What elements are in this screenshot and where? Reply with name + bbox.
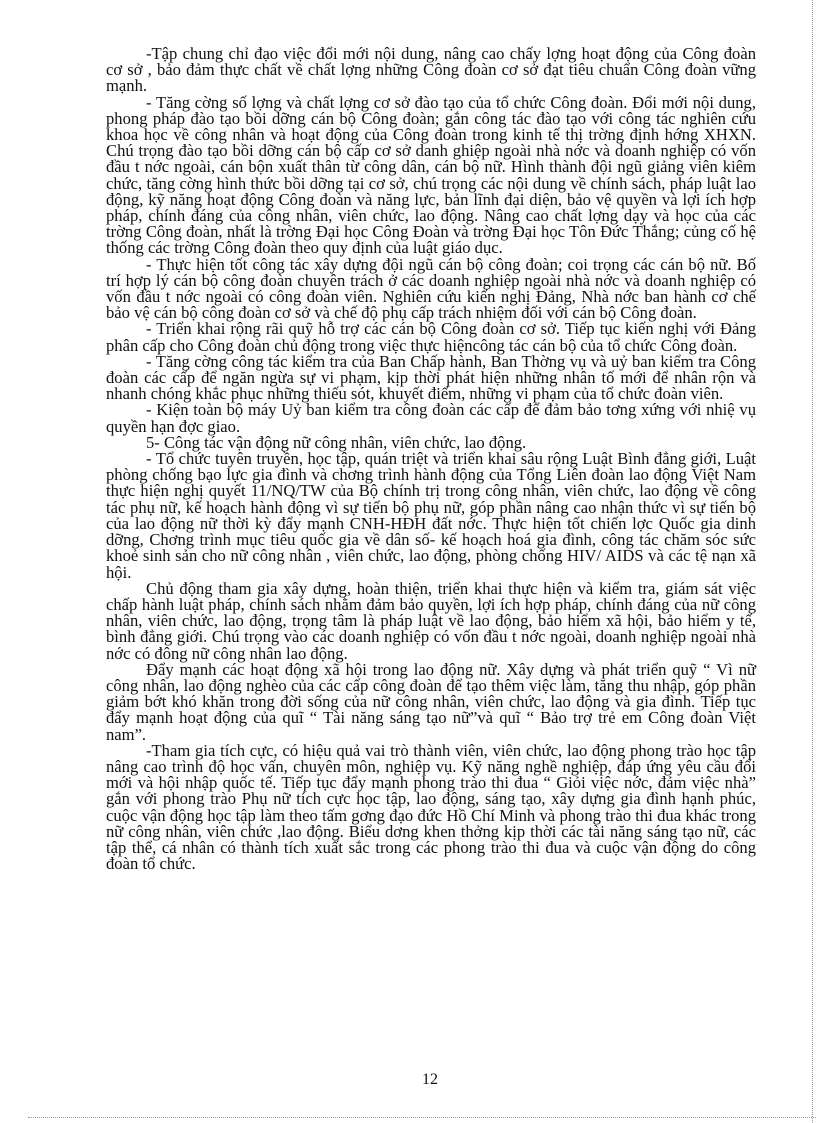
paragraph: - Thực hiện tốt công tác xây dựng đội ngũ cán bộ công đoàn; coi trọng các cán bộ nữ. Bố trí hợp lý cán bộ công đoàn chuyên trách ở các doanh nghiệp ngoài nhà nớc và doanh nghiệp có vốn đầu t nớc ngoài có công đoàn viên. Nghiên cứu kiến nghị Đảng, Nhà nớc ban hành cơ chế bảo vệ cán bộ công đoàn cơ sở và chế độ phụ cấp trách nhiệm đối với cán bộ Công đoàn. xyxy=(106,254,756,323)
document-page xyxy=(106,46,756,872)
paragraph: -Tập chung chỉ đạo việc đổi mới nội dung, nâng cao chấy lợng hoạt động của Công đoàn cơ sở , bảo đảm thực chất về chất lợng những Công đoàn cơ sở đạt tiêu chuẩn Công đoàn vững mạnh. xyxy=(106,44,756,96)
page-number: 12 xyxy=(422,1071,438,1088)
paragraph: - Tăng cờng số lợng và chất lợng cơ sở đào tạo của tổ chức Công đoàn. Đổi mới nội dung, phong pháp đào tạo bồi dỡng cán bộ Công đoàn; gắn công tác đào tạo với công tác nghiên cứu khoa học về công nhân và hoạt động của Công đoàn trong kinh tế thị trờng định hớng XHXN. Chú trọng đào tạo bồi dỡng cán bộ cấp cơ sở danh ghiệp ngoài nhà nớc và doanh nghiệp có vốn đầu t nớc ngoài, cán bộn xuất thân từ công dân, cán bộ nữ. Hình thành đội ngũ giảng viên kiêm chức, tăng cờng hình thức bồi dỡng tại cơ sở, chú trọng các nội dung về chính sách, pháp luật lao động, kỹ năng hoạt động Công đoàn và năng lực, bản lĩnh đại diện, bảo vệ quyền và lợi ích hợp pháp, chính đáng của công nhân, viên chức, lao động. Nâng cao chất lợng dạy và học của các trờng Công đoàn, nhất là trờng Đại học Công Đoàn và trờng Đại học Tôn Đức Thắng; củng cố hệ thống các trờng Công đoàn theo quy định của luật giáo dục. xyxy=(106,92,756,258)
page-bottom-divider xyxy=(28,1117,816,1118)
section-heading: 5- Công tác vận động nữ công nhân, viên chức, lao động. xyxy=(146,432,527,452)
page-side-divider xyxy=(812,0,813,1123)
paragraph: - Tổ chức tuyên truyền, học tập, quán triệt và triển khai sâu rộng Luật Bình đẳng giới, Luật phòng chống bạo lực gia đình và chơng trình hành động của Tổng Liên đoàn lao động Việt Nam thực hiện nghị quyết 11/NQ/TW của Bộ chính trị trong công nhân, viên chức, lao động về công tác phụ nữ, kế hoạch hành động vì sự tiến bộ phụ nữ, góp phần nâng cao nhận thức vì sự tiến bộ của lao động nữ thời kỳ đẩy mạnh CNH-HĐH đất nớc. Thực hiện tốt chiến lợc Quốc gia dinh dỡng, Chơng trình mục tiêu quốc gia về dân số- kế hoạch hoá gia đình, công tác chăm sóc sức khoẻ sinh sản cho nữ công nhân , viên chức, lao động, phòng chống HIV/ AIDS và các tệ nạn xã hội. xyxy=(106,449,756,582)
paragraph: Đẩy mạnh các hoạt động xã hội trong lao động nữ. Xây dựng và phát triển quỹ “ Vì nữ công nhân, lao động nghèo của các cấp công đoàn để tạo thêm việc làm, tăng thu nhập, góp phần giảm bớt khó khăn trong đời sống của nữ công nhân, viên chức, lao động và gia đình. Tiếp tục đẩy mạnh hoạt động của quĩ “ Tài năng sáng tạo nữ”và quĩ “ Bảo trợ trẻ em Công đoàn Việt nam”. xyxy=(106,659,756,744)
paragraph: Chủ động tham gia xây dựng, hoàn thiện, triển khai thực hiện và kiểm tra, giám sát việc chấp hành luật pháp, chính sách nhằm đảm bảo quyền, lợi ích hợp pháp, chính đáng của nữ công nhân, viên chức, lao động, trọng tâm là pháp luật về lao động, bảo hiểm xã hội, bảo hiểm y tế, bình đẳng giới. Chú trọng vào các doanh nghiệp có vốn đầu t nớc ngoài, doanh nghiệp ngoài nhà nớc có đông nữ công nhân lao động. xyxy=(106,578,756,663)
paragraph: - Triển khai rộng rãi quỹ hỗ trợ các cán bộ Công đoàn cơ sở. Tiếp tục kiến nghị với Đảng phân cấp cho Công đoàn chủ động trong việc thực hiệncông tác cán bộ của tổ chức Công đoàn. xyxy=(106,319,756,355)
paragraph: - Kiện toàn bộ máy Uỷ ban kiểm tra công đoàn các cấp để đảm bảo tơng xứng với nhiệ vụ quyền hạn đợc giao. xyxy=(106,400,756,436)
paragraph: - Tăng cờng công tác kiểm tra của Ban Chấp hành, Ban Thờng vụ và uỷ ban kiểm tra Công đoàn các cấp để ngăn ngừa sự vi phạm, kịp thời phát hiện những nhân tố mới để nhân rộn và nhanh chóng khắc phục những thiếu sót, khuyết điểm, những vi phạm của tổ chức đoàn viên. xyxy=(106,351,756,404)
paragraph: -Tham gia tích cực, có hiệu quả vai trò thành viên, viên chức, lao động phong trào học tập nâng cao trình độ học vấn, chuyên môn, nghiệp vụ. Kỹ năng nghề nghiệp, đáp ứng yêu cầu đổi mới và hội nhập quốc tế. Tiếp tục đẩy mạnh phong trào thi đua “ Giỏi việc nớc, đảm việc nhà” gắn với phong trào Phụ nữ tích cực học tập, lao động, sáng tạo, xây dựng gia đình hạnh phúc, cuộc vận động học tập làm theo tấm gơng đạo đức Hồ Chí Minh và phong trào thi đua khác trong nữ công nhân, viên chức ,lao động. Biểu dơng khen thởng kịp thời các tài năng sáng tạo nữ, các tập thể, cá nhân có thành tích xuất sắc trong các phong trào thi đua và cuộc vận động do công đoàn tổ chức. xyxy=(106,740,756,874)
